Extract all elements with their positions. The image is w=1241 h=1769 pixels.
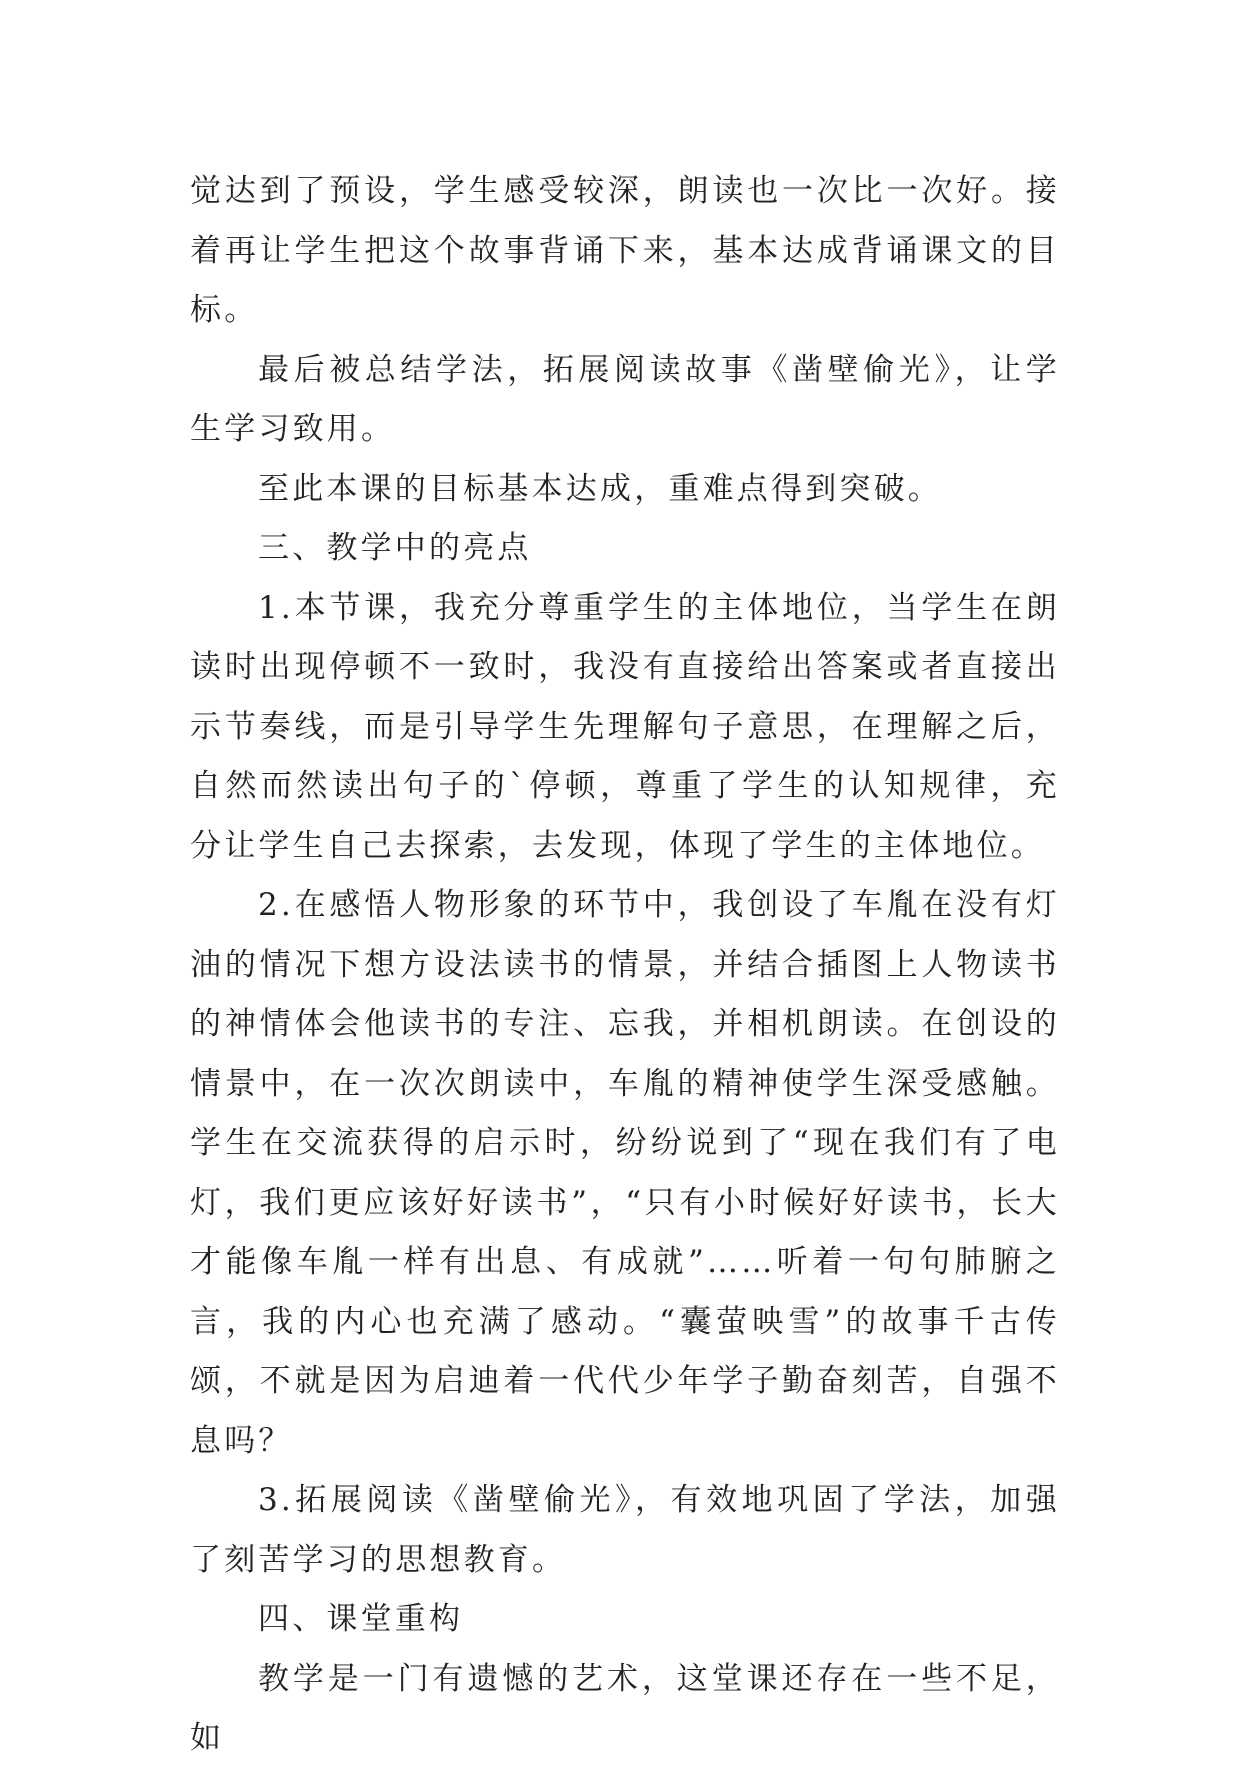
paragraph-2: 最后被总结学法，拓展阅读故事《凿壁偷光》，让学生学习致用。	[190, 351, 1060, 447]
highlight-item-1: 1.本节课，我充分尊重学生的主体地位，当学生在朗读时出现停顿不一致时，我没有直接给出答案或者直接出示节奏线，而是引导学生先理解句子意思，在理解之后，自然而然读出句子的`停顿，尊重了学生的认知规律，充分让学生自己去探索，去发现，体现了学生的主体地位。	[190, 589, 1060, 864]
highlight-item-3: 3.拓展阅读《凿壁偷光》，有效地巩固了学法，加强了刻苦学习的思想教育。	[190, 1482, 1060, 1578]
paragraph-1: 觉达到了预设，学生感受较深，朗读也一次比一次好。接着再让学生把这个故事背诵下来，基本达成背诵课文的目标。	[190, 173, 1060, 328]
section-heading-reconstruction: 四、课堂重构	[258, 1601, 464, 1637]
section-heading-highlights: 三、教学中的亮点	[258, 530, 532, 566]
paragraph-3: 至此本课的目标基本达成，重难点得到突破。	[258, 470, 942, 507]
document-body	[190, 162, 1060, 1769]
paragraph-last: 教学是一门有遗憾的艺术，这堂课还存在一些不足，如	[190, 1660, 1060, 1756]
highlight-item-2: 2.在感悟人物形象的环节中，我创设了车胤在没有灯油的情况下想方设法读书的情景，并结合插图上人物读书的神情体会他读书的专注、忘我，并相机朗读。在创设的情景中，在一次次朗读中，车胤的精神使学生深受感触。学生在交流获得的启示时，纷纷说到了“现在我们有了电灯，我们更应该好好读书”，“只有小时候好好读书，长大才能像车胤一样有出息、有成就”……听着一句句肺腑之言，我的内心也充满了感动。“囊萤映雪”的故事千古传颂，不就是因为启迪着一代代少年学子勤奋刻苦，自强不息吗？	[190, 887, 1060, 1459]
